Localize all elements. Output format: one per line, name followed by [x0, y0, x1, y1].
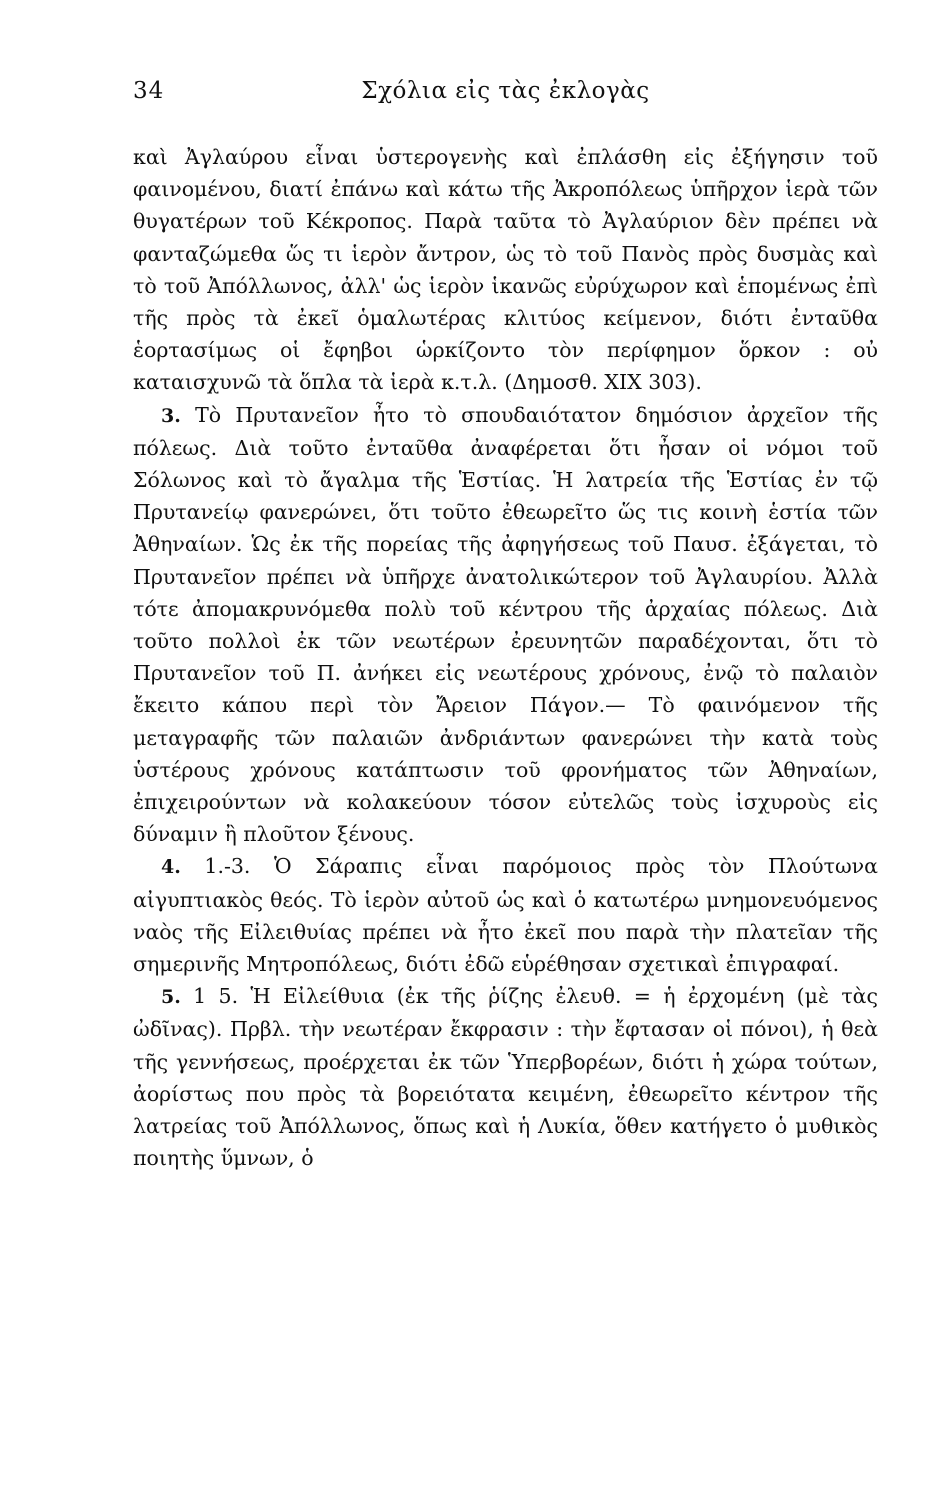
note-number: 5.: [161, 986, 181, 1009]
note-3-paragraph: [133, 399, 878, 851]
page-number: 34: [133, 78, 165, 104]
note-number: 3.: [161, 404, 181, 427]
paragraph-continuation: [133, 141, 878, 399]
note-number: 4.: [161, 856, 181, 879]
paragraph-text: 1 5. Ἡ Εἰλείθυια (ἐκ τῆς ῥίζης ἐλευθ. = ἡ ἐρχομένη (μὲ τὰς ὠδῖνας). Πρβλ. τὴν νεωτέραν ἔκφρασιν : τὴν ἔφτασαν οἱ πόνοι), ἡ θεὰ τῆς γεννήσεως, προέρχεται ἐκ τῶν Ὑπερβορέων, διότι ἡ χώρα τούτων, ἀορίστως που πρὸς τὰ βορειότατα κειμένη, ἐθεωρεῖτο κέντρον τῆς λατρείας τοῦ Ἀπόλλωνος, ὅπως καὶ ἡ Λυκία, ὅθεν κατήγετο ὁ μυθικὸς ποιητὴς ὕμνων, ὁ: [133, 984, 878, 1171]
page-header: [133, 78, 878, 118]
paragraph-text: Τὸ Πρυτανεῖον ἦτο τὸ σπουδαιότατον δημόσιον ἀρχεῖον τῆς πόλεως. Διὰ τοῦτο ἐνταῦθα ἀναφέρεται ὅτι ἦσαν οἱ νόμοι τοῦ Σόλωνος καὶ τὸ ἄγαλμα τῆς Ἑστίας. Ἡ λατρεία τῆς Ἑστίας ἐν τῷ Πρυτανείῳ φανερώνει, ὅτι τοῦτο ἐθεωρεῖτο ὥς τις κοινὴ ἑστία τῶν Ἀθηναίων. Ὡς ἐκ τῆς πορείας τῆς ἀφηγήσεως τοῦ Παυσ. ἐξάγεται, τὸ Πρυτανεῖον πρέπει νὰ ὑπῆρχε ἀνατολικώτερον τοῦ Ἀγλαυρίου. Ἀλλὰ τότε ἀπομακρυνόμεθα πολὺ τοῦ κέντρου τῆς ἀρχαίας πόλεως. Διὰ τοῦτο πολλοὶ ἐκ τῶν νεωτέρων ἐρευνητῶν παραδέχονται, ὅτι τὸ Πρυτανεῖον τοῦ Π. ἀνήκει εἰς νεωτέρους χρόνους, ἐνῷ τὸ παλαιὸν ἔκειτο κάπου περὶ τὸν Ἄρειον Πάγον.— Τὸ φαινόμενον τῆς μεταγραφῆς τῶν παλαιῶν ἀνδριάντων φανερώνει τὴν κατὰ τοὺς ὑστέρους χρόνους κατάπτωσιν τοῦ φρονήματος τῶν Ἀθηναίων, ἐπιχειρούντων νὰ κολακεύουν τόσον εὐτελῶς τοὺς ἰσχυροὺς εἰς δύναμιν ἢ πλοῦτον ξένους.: [133, 402, 878, 847]
body-text: [133, 141, 878, 1175]
note-4-paragraph: [133, 850, 878, 980]
paragraph-text: καὶ Ἀγλαύρου εἶναι ὑστερογενὴς καὶ ἐπλάσθη εἰς ἐξήγησιν τοῦ φαινομένου, διατί ἐπάνω καὶ κάτω τῆς Ἀκροπόλεως ὑπῆρχον ἱερὰ τῶν θυγατέρων τοῦ Κέκροπος. Παρὰ ταῦτα τὸ Ἀγλαύριον δὲν πρέπει νὰ φανταζώμεθα ὥς τι ἱερὸν ἄντρον, ὡς τὸ τοῦ Πανὸς πρὸς δυσμὰς καὶ τὸ τοῦ Ἀπόλλωνος, ἀλλ' ὡς ἱερὸν ἱκανῶς εὐρύχωρον καὶ ἑπομένως ἐπὶ τῆς πρὸς τὰ ἐκεῖ ὁμαλωτέρας κλιτύος κείμενον, διότι ἐνταῦθα ἑορτασίμως οἱ ἔφηβοι ὡρκίζοντο τὸν περίφημον ὅρκον : οὐ καταισχυνῶ τὰ ὅπλα τὰ ἱερὰ κ.τ.λ. (Δημοσθ. XIX 303).: [133, 145, 878, 395]
note-5-paragraph: [133, 980, 878, 1174]
running-title: Σχόλια εἰς τὰς ἐκλογὰς: [361, 78, 650, 104]
paragraph-text: 1.-3. Ὁ Σάραπις εἶναι παρόμοιος πρὸς τὸν Πλούτωνα αἰγυπτιακὸς θεός. Τὸ ἱερὸν αὐτοῦ ὡς καὶ ὁ κατωτέρω μνημονευόμενος ναὸς τῆς Εἰλειθυίας πρέπει νὰ ἦτο ἐκεῖ που παρὰ τὴν πλατεῖαν τῆς σημερινῆς Μητροπόλεως, διότι ἐδῶ εὑρέθησαν σχετικαὶ ἐπιγραφαί.: [133, 854, 878, 977]
